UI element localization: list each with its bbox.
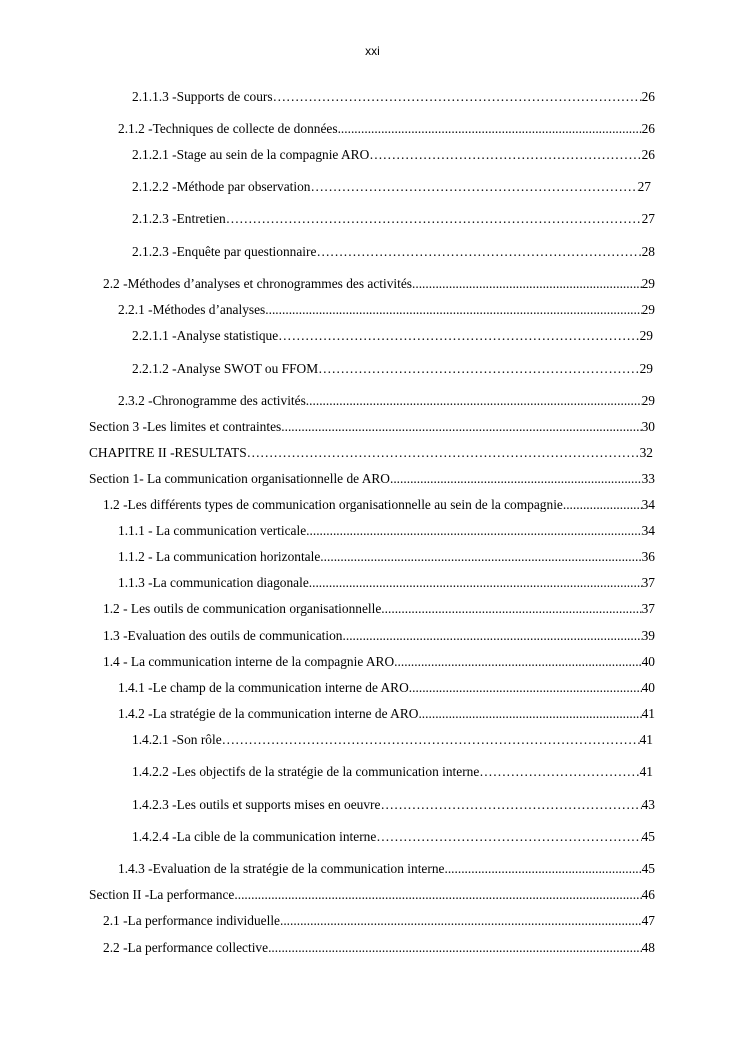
toc-leader bbox=[380, 796, 641, 814]
toc-leader bbox=[278, 327, 639, 345]
toc-entry-label: 2.1.1.3 -Supports de cours bbox=[132, 89, 273, 104]
toc-entry-page: 26 bbox=[641, 121, 655, 136]
toc-entry-label: 2.1.2.2 -Méthode par observation bbox=[132, 179, 311, 194]
toc-entry-label: 1.4.2.2 -Les objectifs de la stratégie de la communication interne bbox=[132, 764, 480, 779]
toc-entry[interactable] bbox=[89, 886, 655, 904]
toc-entry-label: 2.2 -Méthodes d’analyses et chronogrammes des activités bbox=[103, 276, 413, 291]
toc-entry-label: Section 3 -Les limites et contraintes bbox=[89, 419, 282, 434]
toc-entry-page: 43 bbox=[641, 797, 655, 812]
toc-leader bbox=[479, 763, 639, 781]
toc-leader bbox=[306, 392, 642, 410]
toc-leader bbox=[318, 360, 640, 378]
toc-entry[interactable] bbox=[132, 178, 651, 196]
toc-entry-page: 40 bbox=[641, 680, 655, 695]
toc-entry-page: 47 bbox=[641, 913, 655, 928]
toc-entry[interactable] bbox=[118, 120, 655, 138]
toc-entry[interactable] bbox=[118, 301, 655, 319]
toc-entry-label: 1.4.1 -Le champ de la communication interne de ARO bbox=[118, 680, 409, 695]
toc-entry-label: 2.1 -La performance individuelle bbox=[103, 913, 280, 928]
toc-entry-page: 45 bbox=[641, 829, 655, 844]
toc-leader bbox=[376, 828, 641, 846]
toc-entry-page: 27 bbox=[637, 179, 651, 194]
toc-entry[interactable] bbox=[132, 763, 653, 781]
toc-entry[interactable] bbox=[118, 548, 655, 566]
toc-entry-label: 1.4.2.3 -Les outils et supports mises en oeuvre bbox=[132, 797, 381, 812]
toc-entry-label: Section 1- La communication organisationnelle de ARO bbox=[89, 471, 390, 486]
toc-entry-page: 27 bbox=[641, 211, 655, 226]
toc-entry-page: 41 bbox=[639, 764, 653, 779]
toc-entry-label: 1.2 - Les outils de communication organisationnelle bbox=[103, 601, 382, 616]
toc-entry-label: 2.1.2.3 -Enquête par questionnaire bbox=[132, 244, 317, 259]
toc-entry-page: 30 bbox=[641, 419, 655, 434]
toc-entry-label: 1.4 - La communication interne de la compagnie ARO bbox=[103, 654, 395, 669]
toc-leader bbox=[390, 470, 642, 488]
toc-entry-label: 1.1.2 - La communication horizontale bbox=[118, 549, 321, 564]
toc-entry-page: 37 bbox=[641, 601, 655, 616]
toc-entry-page: 39 bbox=[641, 628, 655, 643]
toc-leader bbox=[309, 574, 642, 592]
toc-entry-label: 1.4.2.4 -La cible de la communication interne bbox=[132, 829, 377, 844]
toc-leader bbox=[369, 146, 641, 164]
toc-entry[interactable] bbox=[132, 88, 655, 106]
toc-leader bbox=[320, 548, 641, 566]
toc-entry[interactable] bbox=[103, 627, 655, 645]
toc-entry[interactable] bbox=[103, 600, 655, 618]
toc-entry[interactable] bbox=[118, 860, 655, 878]
toc-entry-page: 28 bbox=[641, 244, 655, 259]
toc-entry[interactable] bbox=[89, 470, 655, 488]
toc-leader bbox=[265, 301, 641, 319]
toc-entry[interactable] bbox=[118, 705, 655, 723]
toc-leader bbox=[381, 600, 641, 618]
toc-entry[interactable] bbox=[132, 146, 655, 164]
toc-leader bbox=[409, 679, 642, 697]
toc-entry-label: 1.4.2 -La stratégie de la communication interne de ARO bbox=[118, 706, 419, 721]
toc-entry-page: 48 bbox=[641, 940, 655, 955]
toc-entry-label: 1.4.3 -Evaluation de la stratégie de la communication interne bbox=[118, 861, 445, 876]
toc-leader bbox=[222, 731, 640, 749]
toc-entry-label: CHAPITRE II -RESULTATS bbox=[89, 445, 247, 460]
toc-entry[interactable] bbox=[132, 360, 653, 378]
toc-entry-page: 29 bbox=[641, 302, 655, 317]
toc-entry[interactable] bbox=[132, 796, 655, 814]
toc-entry-page: 26 bbox=[641, 89, 655, 104]
toc-entry[interactable] bbox=[132, 828, 655, 846]
toc-leader bbox=[343, 627, 642, 645]
toc-entry[interactable] bbox=[132, 243, 655, 261]
toc-entry-label: 2.2.1.1 -Analyse statistique bbox=[132, 328, 279, 343]
toc-entry-page: 41 bbox=[639, 732, 653, 747]
toc-entry-label: 2.1.2.3 -Entretien bbox=[132, 211, 226, 226]
toc-leader bbox=[280, 912, 642, 930]
toc-entry-page: 33 bbox=[641, 471, 655, 486]
toc-entry-page: 29 bbox=[641, 276, 655, 291]
toc-entry[interactable] bbox=[103, 912, 655, 930]
toc-entry-page: 29 bbox=[641, 393, 655, 408]
toc-entry[interactable] bbox=[103, 653, 655, 671]
toc-entry-label: 1.1.3 -La communication diagonale bbox=[118, 575, 309, 590]
toc-entry-page: 37 bbox=[641, 575, 655, 590]
page-number: xxi bbox=[365, 44, 380, 58]
toc-entry[interactable] bbox=[89, 444, 653, 462]
toc-entry[interactable] bbox=[89, 418, 655, 436]
toc-entry[interactable] bbox=[118, 574, 655, 592]
toc-entry-label: 2.3.2 -Chronogramme des activités bbox=[118, 393, 306, 408]
toc-entry[interactable] bbox=[118, 392, 655, 410]
toc-entry-label: 2.1.2 -Techniques de collecte de données bbox=[118, 121, 338, 136]
toc-entry-label: 1.3 -Evaluation des outils de communication bbox=[103, 628, 343, 643]
toc-entry[interactable] bbox=[118, 522, 655, 540]
toc-leader bbox=[273, 88, 642, 106]
toc-entry-page: 34 bbox=[641, 497, 655, 512]
toc-leader bbox=[306, 522, 641, 540]
toc-entry-page: 26 bbox=[641, 147, 655, 162]
toc-entry-label: 1.4.2.1 -Son rôle bbox=[132, 732, 222, 747]
toc-leader bbox=[338, 120, 642, 138]
toc-entry-page: 40 bbox=[641, 654, 655, 669]
toc-entry[interactable] bbox=[132, 731, 653, 749]
toc-leader bbox=[234, 886, 641, 904]
toc-leader bbox=[394, 653, 641, 671]
toc-leader bbox=[444, 860, 641, 878]
toc-entry-page: 34 bbox=[641, 523, 655, 538]
toc-entry-label: Section II -La performance bbox=[89, 887, 235, 902]
toc-leader bbox=[247, 444, 640, 462]
toc-entry-label: 1.1.1 - La communication verticale bbox=[118, 523, 307, 538]
toc-leader bbox=[311, 178, 638, 196]
toc-entry-label: 2.1.2.1 -Stage au sein de la compagnie ARO bbox=[132, 147, 370, 162]
toc-leader bbox=[268, 939, 642, 957]
toc-leader bbox=[226, 210, 642, 228]
toc-leader bbox=[563, 496, 642, 514]
toc-leader bbox=[412, 275, 642, 293]
toc-entry-page: 29 bbox=[639, 328, 653, 343]
toc-entry[interactable] bbox=[103, 275, 655, 293]
toc-entry-page: 36 bbox=[641, 549, 655, 564]
toc-entry-page: 41 bbox=[641, 706, 655, 721]
toc-leader bbox=[316, 243, 641, 261]
toc-entry-page: 46 bbox=[641, 887, 655, 902]
toc-entry-label: 1.2 -Les différents types de communication organisationnelle au sein de la compagnie bbox=[103, 497, 563, 512]
toc-entry[interactable] bbox=[103, 496, 655, 514]
toc-entry[interactable] bbox=[132, 210, 655, 228]
toc-leader bbox=[281, 418, 641, 436]
toc-entry-page: 29 bbox=[639, 361, 653, 376]
toc-entry-page: 45 bbox=[641, 861, 655, 876]
toc-entry[interactable] bbox=[118, 679, 655, 697]
toc-entry-label: 2.2.1 -Méthodes d’analyses bbox=[118, 302, 266, 317]
toc-leader bbox=[418, 705, 641, 723]
toc-entry[interactable] bbox=[132, 327, 653, 345]
toc-entry[interactable] bbox=[103, 939, 655, 957]
toc-entry-label: 2.2.1.2 -Analyse SWOT ou FFOM bbox=[132, 361, 319, 376]
toc-entry-page: 32 bbox=[639, 445, 653, 460]
toc-entry-label: 2.2 -La performance collective bbox=[103, 940, 269, 955]
